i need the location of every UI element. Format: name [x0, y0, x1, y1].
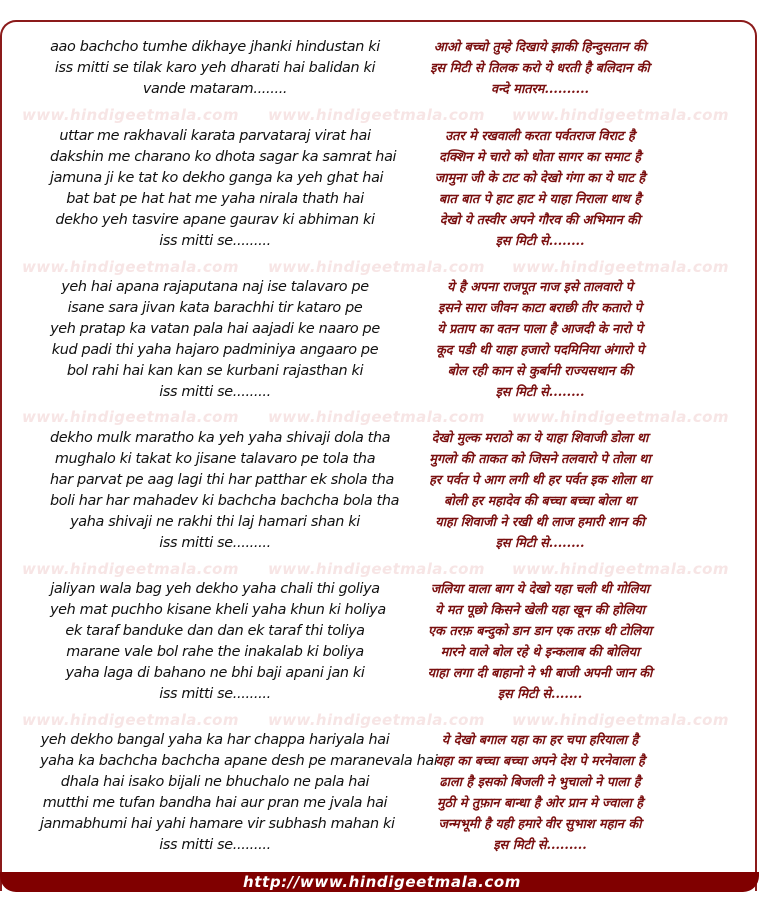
lyric-line: ये मत पूछो किसने खेली यहा खून की होलिया — [435, 603, 645, 618]
english-lyrics — [50, 37, 380, 100]
lyric-line: हर पर्वत पे आग लगी थी हर पर्वत इक शोला था — [429, 473, 651, 488]
lyric-line: iss mitti se......... — [159, 384, 271, 400]
lyric-line: याहा लगा दी बाहानो ने भी बाजी अपनी जान की — [427, 666, 653, 681]
watermark-row — [0, 560, 760, 580]
lyric-line: याहा शिवाजी ने रखी थी लाज हमारी शान की — [435, 515, 645, 530]
lyric-line: yeh pratap ka vatan pala hai aajadi ke naaro pe — [50, 321, 380, 337]
lyric-line: yaha shivaji ne rakhi thi laj hamari shan ki — [70, 514, 360, 530]
watermark-text: www.hindigeetmala.com — [22, 560, 239, 578]
watermark-row — [0, 408, 760, 428]
watermark-text: www.hindigeetmala.com — [22, 106, 239, 124]
lyric-line: yeh mat puchho kisane kheli yaha khun ki holiya — [50, 602, 386, 618]
english-lyrics — [40, 730, 438, 856]
lyric-line: इस मिटी से........ — [495, 536, 585, 551]
watermark-text: www.hindigeetmala.com — [512, 258, 729, 276]
watermark-text: www.hindigeetmala.com — [268, 408, 485, 426]
lyric-line: bol rahi hai kan kan se kurbani rajasthan ki — [66, 363, 364, 379]
lyric-line: दक्शिन मे चारो को धोता सागर का समाट है — [438, 150, 641, 165]
lyric-line: एक तरफ़ बन्दुको डान डान एक तरफ़ थी टोलिया — [428, 624, 652, 639]
lyric-line: dakshin me charano ko dhota sagar ka samrat hai — [50, 149, 397, 165]
lyric-line: देखो ये तस्वीर अपने गौरव की अभिमान की — [439, 213, 641, 228]
lyric-line: कूद पडी थी याहा हजारो पदमिनिया अंगारो पे — [435, 343, 645, 358]
lyric-line: यहा का बच्चा बच्चा अपने देश पे मरनेवाला है — [435, 754, 645, 769]
lyric-line: ek taraf banduke dan dan ek taraf thi toliya — [65, 623, 365, 639]
watermark-text: www.hindigeetmala.com — [268, 711, 485, 729]
lyric-line: जामुना जी के टाट को देखो गंगा का ये घाट है — [434, 171, 646, 186]
lyric-line: ये है अपना राजपूत नाज इसे तालवारो पे — [447, 280, 633, 295]
hindi-lyrics — [395, 730, 685, 856]
lyric-line: इस मिटी से........ — [495, 385, 585, 400]
hindi-lyrics — [395, 579, 685, 705]
lyric-line: बात बात पे हाट हाट मे याहा निराला थाथ है — [438, 192, 642, 207]
lyric-line: yaha laga di bahano ne bhi baji apani jan ki — [65, 665, 365, 681]
watermark-text: www.hindigeetmala.com — [268, 258, 485, 276]
lyric-line: मुठी मे तुफ़ान बान्धा है ओर प्रान मे ज्वाला है — [436, 796, 644, 811]
lyric-line: जलिया वाला बाग ये देखो यहा चली थी गोलिया — [430, 582, 650, 597]
lyric-line: ये देखो बगाल यहा का हर चपा हरियाला है — [441, 733, 639, 748]
lyric-line: iss mitti se......... — [159, 837, 271, 853]
lyric-line: yeh dekho bangal yaha ka har chappa hariyala hai — [40, 732, 390, 748]
lyric-line: इस मिटी से......... — [493, 838, 587, 853]
hindi-lyrics — [395, 428, 685, 554]
watermark-text: www.hindigeetmala.com — [512, 106, 729, 124]
hindi-lyrics — [395, 37, 685, 100]
lyric-line: yaha ka bachcha bachcha apane desh pe maranevala hai — [40, 753, 438, 769]
lyric-line: देखो मुल्क मराठो का ये याहा शिवाजी डोला था — [431, 431, 649, 446]
lyric-line: वन्दे मातरम.......... — [490, 82, 590, 97]
lyric-line: janmabhumi hai yahi hamare vir subhash mahan ki — [40, 816, 395, 832]
lyric-line: boli har har mahadev ki bachcha bachcha bola tha — [50, 493, 400, 509]
hindi-lyrics — [395, 126, 685, 252]
watermark-row — [0, 258, 760, 278]
lyric-line: bat bat pe hat hat me yaha nirala thath hai — [66, 191, 364, 207]
watermark-row — [0, 711, 760, 731]
site-url-link[interactable]: http://www.hindigeetmala.com — [243, 873, 521, 891]
lyric-line: mughalo ki takat ko jisane talavaro pe tola tha — [54, 451, 376, 467]
lyric-line: jamuna ji ke tat ko dekho ganga ka yeh ghat hai — [50, 170, 384, 186]
lyric-line: dekho mulk maratho ka yeh yaha shivaji dola tha — [50, 430, 391, 446]
watermark-text: www.hindigeetmala.com — [512, 711, 729, 729]
lyric-line: ये प्रताप का वतन पाला है आजदी के नारो पे — [437, 322, 643, 337]
lyric-line: आओ बच्चो तुम्हे दिखाये झाकी हिन्दुसतान की — [433, 40, 647, 55]
lyric-line: jaliyan wala bag yeh dekho yaha chali thi goliya — [50, 581, 380, 597]
lyric-line: uttar me rakhavali karata parvataraj virat hai — [59, 128, 371, 144]
lyric-line: उतर मे रखवाली करता पर्वतराज विराट है — [445, 129, 635, 144]
watermark-text: www.hindigeetmala.com — [512, 560, 729, 578]
lyric-line: iss mitti se tilak karo yeh dharati hai balidan ki — [54, 60, 376, 76]
lyric-line: iss mitti se......... — [159, 233, 271, 249]
lyric-line: marane vale bol rahe the inakalab ki boliya — [66, 644, 364, 660]
lyric-line: iss mitti se......... — [159, 686, 271, 702]
lyric-line: इसने सारा जीवन काटा बराछी तीर कतारो पे — [438, 301, 642, 316]
watermark-text: www.hindigeetmala.com — [268, 106, 485, 124]
english-lyrics — [50, 579, 386, 705]
lyric-line: इस मिटी से....... — [497, 687, 583, 702]
lyric-line: isane sara jivan kata barachhi tir kataro pe — [67, 300, 363, 316]
lyric-line: vande mataram........ — [142, 81, 288, 97]
lyric-line: इस मिटी से तिलक करो ये धरती है बलिदान की — [430, 61, 650, 76]
footer-bar — [0, 872, 759, 892]
watermark-text: www.hindigeetmala.com — [268, 560, 485, 578]
lyric-line: mutthi me tufan bandha hai aur pran me jvala hai — [42, 795, 388, 811]
hindi-lyrics — [395, 277, 685, 403]
lyric-line: har parvat pe aag lagi thi har patthar ek shola tha — [50, 472, 395, 488]
lyric-line: बोल रही कान से कुर्बानी राज्यसथान की — [447, 364, 633, 379]
lyric-line: मारने वाले बोल रहे थे इन्कलाब की बोलिया — [440, 645, 640, 660]
english-lyrics — [50, 277, 380, 403]
lyric-line: इस मिटी से........ — [495, 234, 585, 249]
lyric-line: dekho yeh tasvire apane gaurav ki abhiman ki — [55, 212, 375, 228]
lyric-line: kud padi thi yaha hajaro padminiya angaaro pe — [51, 342, 379, 358]
watermark-text: www.hindigeetmala.com — [22, 408, 239, 426]
lyric-line: yeh hai apana rajaputana naj ise talavaro pe — [61, 279, 369, 295]
watermark-text: www.hindigeetmala.com — [22, 258, 239, 276]
lyric-line: iss mitti se......... — [159, 535, 271, 551]
watermark-text: www.hindigeetmala.com — [22, 711, 239, 729]
lyric-line: aao bachcho tumhe dikhaye jhanki hindustan ki — [50, 39, 380, 55]
watermark-text: www.hindigeetmala.com — [512, 408, 729, 426]
lyric-line: मुगलो की ताकत को जिसने तलवारो पे तोला था — [429, 452, 651, 467]
watermark-row — [0, 106, 760, 126]
lyric-line: बोली हर महादेव की बच्चा बच्चा बोला था — [444, 494, 636, 509]
lyric-line: ढाला है इसको बिजली ने भुचालो ने पाला है — [439, 775, 641, 790]
lyric-line: dhala hai isako bijali ne bhuchalo ne pala hai — [60, 774, 370, 790]
lyric-line: जन्मभूमी है यही हमारे वीर सुभाश महान की — [438, 817, 642, 832]
english-lyrics — [50, 428, 400, 554]
english-lyrics — [50, 126, 397, 252]
